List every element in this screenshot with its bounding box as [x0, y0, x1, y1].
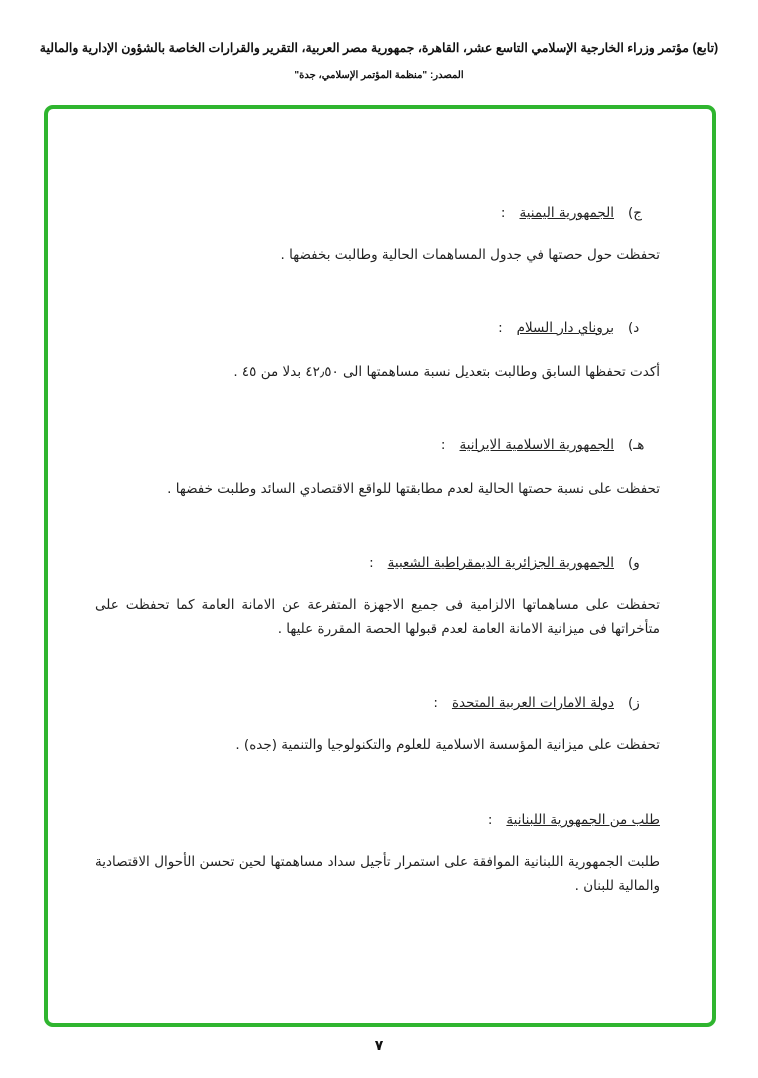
section-lebanon — [95, 812, 660, 898]
section-heading: الجمهورية الجزائرية الديمقراطية الشعبية — [387, 555, 614, 571]
section-uae — [95, 695, 660, 757]
colon: : — [498, 320, 503, 336]
section-label: هـ) — [628, 437, 645, 453]
section-label: و) — [628, 555, 640, 571]
colon: : — [433, 695, 438, 711]
section-heading: دولة الامارات العربية المتحدة — [451, 695, 614, 711]
document-title: (تابع) مؤتمر وزراء الخارجية الإسلامي التاسع عشر، القاهرة، جمهورية مصر العربية، التقرير والقرارات الخاصة بالشؤون الإدارية والمالية — [39, 41, 719, 55]
section-heading: الجمهورية اليمنية — [519, 205, 614, 221]
colon: : — [500, 205, 506, 221]
section-brunei — [95, 320, 660, 384]
section-label: ز) — [628, 695, 640, 711]
section-heading: بروناي دار السلام — [516, 320, 614, 336]
section-yemen — [95, 205, 660, 267]
section-heading: طلب من الجمهورية اللبنانية — [506, 812, 660, 828]
document-source: المصدر: "منظمة المؤتمر الإسلامي، جدة" — [294, 70, 464, 81]
page-number: ٧ — [374, 1038, 384, 1054]
section-text: تحفظت على ميزانية المؤسسة الاسلامية للعلوم والتكنولوجيا والتنمية (جده) . — [235, 737, 660, 753]
colon: : — [369, 555, 374, 571]
section-text: أكدت تحفظها السابق وطالبت بتعديل نسبة مساهمتها الى ٤٢٫٥٠ بدلا من ٤٥ . — [233, 364, 660, 380]
section-algeria — [95, 555, 660, 641]
colon: : — [440, 437, 446, 453]
section-text: تحفظت حول حصتها في جدول المساهمات الحالية وطالبت بخفضها . — [280, 247, 660, 263]
section-iran — [95, 437, 660, 501]
section-text: تحفظت على مساهماتها الالزامية فى جميع الاجهزة المتفرعة عن الامانة العامة كما تحفظت على متأخراتها فى ميزانية الامانة العامة لعدم قبولها الحصة المقررة عليها . — [95, 597, 660, 637]
section-label: د) — [628, 320, 640, 336]
section-label: ج) — [628, 205, 642, 221]
section-text: طلبت الجمهورية اللبنانية الموافقة على استمرار تأجيل سداد مساهمتها لحين تحسن الأحوال الاقتصادية والمالية للبنان . — [95, 854, 660, 894]
colon: : — [487, 812, 493, 828]
section-heading: الجمهورية الاسلامية الايرانية — [459, 437, 614, 453]
section-text: تحفظت على نسبة حصتها الحالية لعدم مطابقتها للواقع الاقتصادي السائد وطلبت خفضها . — [167, 481, 660, 497]
